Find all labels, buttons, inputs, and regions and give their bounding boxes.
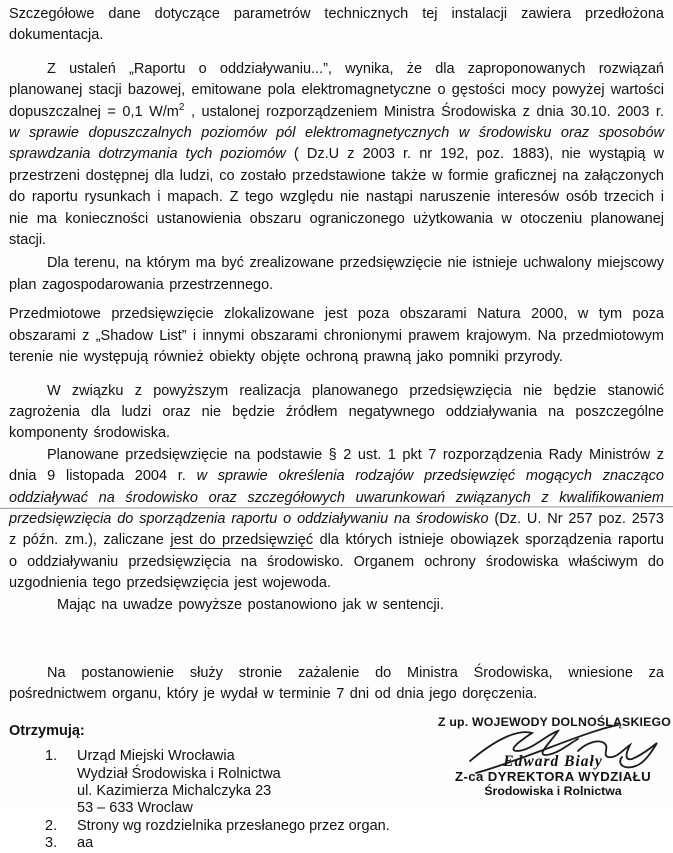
list-item-content — [77, 818, 664, 835]
paragraph-no-threat: W związku z powyższym realizacja planowanego przedsięwzięcia nie będzie stanowić zagrożenia dla ludzi oraz nie będzie źródłem negatywnego oddziaływania na poszczególne komponenty środowiska. — [9, 382, 664, 442]
text-run: (Dz. U. Nr 257 poz. 2573 z późn. zm.), zaliczane — [9, 510, 664, 549]
recipient-line: ul. Kazimierza Michalczyka 23 — [77, 783, 272, 799]
paragraph-zoning-plan: Dla terenu, na którym ma być zrealizowane przedsięwzięcie nie istnieje uchwalony miejscowy plan zagospodarowania przestrzennego. — [9, 255, 664, 293]
signature-block — [438, 715, 672, 799]
paragraph-natura-2000: Przedmiotowe przedsięwzięcie zlokalizowane jest poza obszarami Natura 2000, w tym poza obszarami z „Shadow List” i innymi obszarami chronionymi prawem krajowym. Na przedmiotowym terenie nie występują również obiekty objęte ochroną prawną jako pomniki przyrody. — [9, 306, 664, 366]
recipient-line: Urząd Miejski Wrocławia — [77, 748, 235, 765]
signature-authority-line: Z up. WOJEWODY DOLNOŚLĄSKIEGO — [438, 715, 672, 729]
underlined-text: jest do przedsięwzięć — [170, 532, 314, 549]
list-item-content — [77, 835, 664, 852]
text-run: Z ustaleń „Raportu o oddziaływaniu...”, wynika, że dla zaproponowanych rozwiązań planowanej stacji bazowej, emitowane pola elektromagnetyczne o gęstości mocy powyżej wartości dopuszczalnej = 0,1 W/m — [9, 60, 664, 120]
signatory-title: Z-ca DYREKTORA WYDZIAŁU — [454, 769, 652, 784]
signatory-name: Edward Biały — [503, 753, 603, 770]
paragraph-legal-basis — [9, 445, 664, 595]
text-run: , ustalonej rozporządzeniem Ministra Środowiska z dnia 30.10. 2003 r. — [184, 103, 664, 120]
text-run: dla których istnieje obowiązek sporządzenia raportu o oddziaływaniu przedsięwzięcia na środowisko. Organem ochrony środowiska właściwym do uzgodnienia tego przedsięwzięcia jest wojewoda. — [9, 532, 664, 592]
recipient-line: Strony wg rozdzielnika przesłanego przez organ. — [77, 817, 390, 834]
recipient-line: Wydział Środowiska i Rolnictwa — [77, 765, 281, 782]
paragraph-decision: Mając na uwadze powyższe postanowiono jak w sentencji. — [57, 596, 444, 613]
list-item — [45, 835, 664, 852]
paragraph-documentation: Szczegółowe dane dotyczące parametrów technicznych tej instalacji zawiera przedłożona dokumentacja. — [9, 6, 664, 44]
paragraph-report-findings — [9, 59, 664, 252]
signatory-department: Środowiska i Rolnictwa — [484, 784, 622, 798]
list-item-number: 3. — [45, 835, 58, 852]
paragraph-appeal-rights: Na postanowienie służy stronie zażalenie do Ministra Środowiska, wniesione za pośrednictwem organu, który je wydał w terminie 7 dni od dnia jego doręczenia. — [9, 664, 664, 703]
text-run: Planowane przedsięwzięcie na podstawie § 2 ust. 1 pkt 7 rozporządzenia Rady Ministrów z dnia 9 listopada 2004 r. — [9, 446, 664, 485]
regulation-title-italic: w sprawie określenia rodzajów przedsięwzięć mogących znacząco oddziaływać na środowisko oraz szczegółowych uwarunkowań związanych z kwalifikowaniem przedsięwzięcia do sporządzenia raportu o oddziaływaniu na środowisko — [9, 468, 664, 527]
list-item — [45, 818, 664, 835]
text-run: ( Dz.U z 2003 r. nr 192, poz. 1883), nie wystąpią w przestrzeni dostępnej dla ludzi, co zostało przedstawione także w formie graficznej na załączonych do raportu rysunkach i mapach. Z tego względu nie nastąpi naruszenie interesów osób trzecich i nie ma konieczności ustanowienia obszaru ograniczonego użytkowania w otoczeniu planowanej stacji. — [9, 146, 665, 249]
recipients-heading: Otrzymują: — [9, 722, 85, 739]
regulation-title-italic: w sprawie dopuszczalnych poziomów pól elektromagnetycznych w środowisku oraz sposobów sprawdzania dotrzymania tych poziomów — [9, 125, 664, 163]
list-item-number: 1. — [45, 748, 58, 765]
list-item-number: 2. — [45, 817, 58, 834]
recipient-line: 53 – 633 Wroclaw — [77, 800, 193, 817]
superscript-exponent: 2 — [178, 101, 185, 113]
recipient-line: aa — [77, 835, 94, 852]
